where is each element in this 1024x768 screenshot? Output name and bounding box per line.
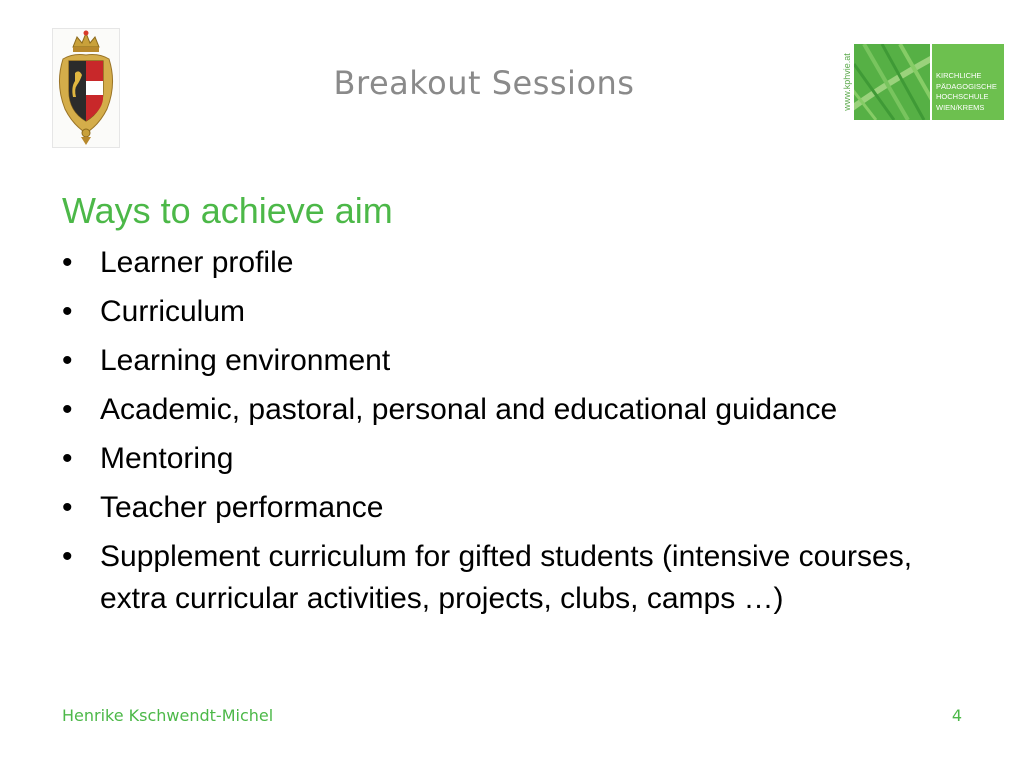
bullet-item: • Supplement curriculum for gifted students (intensive courses, extra curricular activities, projects, clubs, camps …) bbox=[62, 536, 982, 620]
bullet-item: • Teacher performance bbox=[62, 487, 982, 529]
bullet-item: • Curriculum bbox=[62, 291, 982, 333]
logo-line: HOCHSCHULE bbox=[936, 92, 989, 101]
palm-leaf-icon bbox=[854, 44, 930, 120]
slide-title: Breakout Sessions bbox=[333, 64, 635, 102]
logo-line: PÄDAGOGISCHE bbox=[936, 81, 997, 91]
logo-text bbox=[936, 71, 997, 113]
bullet-item: • Academic, pastoral, personal and educational guidance bbox=[62, 389, 982, 431]
logo-line: KIRCHLICHE bbox=[936, 71, 982, 80]
bullet-list bbox=[62, 242, 982, 627]
bullet-item: • Mentoring bbox=[62, 438, 982, 480]
kph-logo bbox=[840, 44, 1004, 120]
section-subtitle: Ways to achieve aim bbox=[62, 190, 393, 231]
bullet-item: • Learner profile bbox=[62, 242, 982, 284]
logo-url bbox=[840, 44, 854, 120]
footer-author: Henrike Kschwendt-Michel bbox=[62, 706, 274, 725]
bullet-item: • Learning environment bbox=[62, 340, 982, 382]
logo-text-box bbox=[930, 44, 1004, 120]
page-number: 4 bbox=[951, 706, 962, 725]
logo-url-text: www.kphvie.at bbox=[842, 53, 852, 111]
logo-line: WIEN/KREMS bbox=[936, 102, 985, 112]
